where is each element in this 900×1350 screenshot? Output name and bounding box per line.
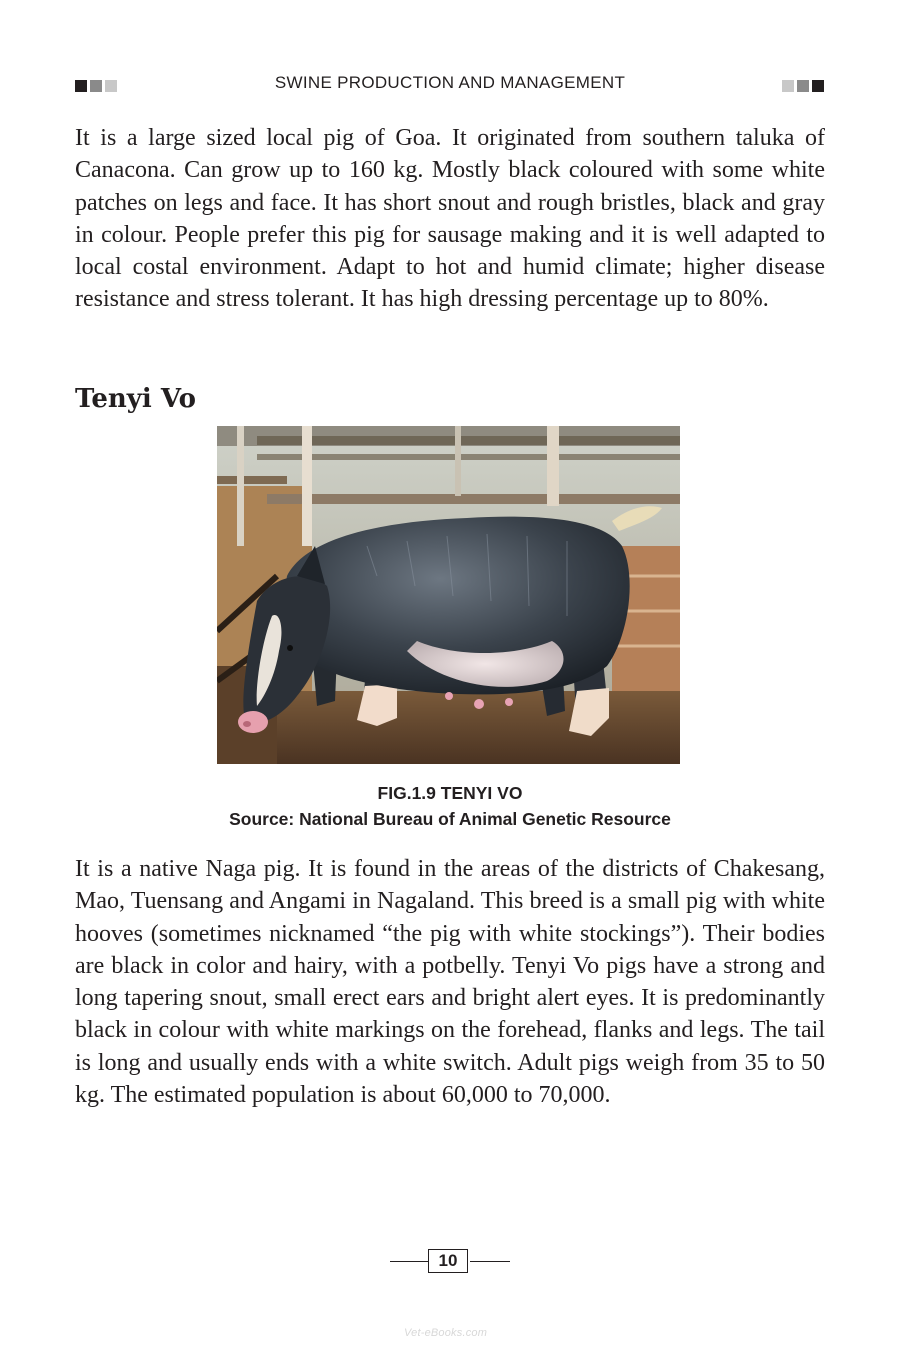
figure-caption-source: Source: National Bureau of Animal Genetic Resource	[229, 809, 671, 829]
header-mark-square	[812, 80, 824, 92]
watermark-text: Vet-eBooks.com	[404, 1327, 488, 1339]
header-mark-square	[782, 80, 794, 92]
body-paragraph-goa-pig: It is a large sized local pig of Goa. It originated from southern taluka of Canacona. Can grow up to 160 kg. Mostly black coloured with some white patches on legs and face. It has short snout and rough bristles, black and gray in colour. People prefer this pig for sausage making and it is well adapted to local costal environment. Adapt to hot and humid climate; higher disease resistance and stress tolerant. It has high dressing percentage up to 80%.	[75, 125, 825, 313]
running-header-title: SWINE PRODUCTION AND MANAGEMENT	[274, 73, 626, 92]
tenyi-vo-pig-photo	[217, 426, 680, 764]
page-number: 10	[428, 1249, 468, 1273]
section-heading: Tenyi Vo	[75, 384, 196, 414]
header-mark-square	[797, 80, 809, 92]
page-number-rule-right	[470, 1261, 510, 1262]
page-number-footer	[390, 1249, 510, 1275]
page-number-rule-left	[390, 1261, 428, 1262]
figure-caption	[0, 780, 900, 832]
figure-caption-title: FIG.1.9 TENYI VO	[377, 783, 523, 803]
header-decoration-right	[782, 80, 824, 92]
body-paragraph-tenyi-vo: It is a native Naga pig. It is found in the areas of the districts of Chakesang, Mao, Tuensang and Angami in Nagaland. This breed is a small pig with white hooves (sometimes nicknamed “the pig with white stockings”). Their bodies are black in color and hairy, with a potbelly. Tenyi Vo pigs have a strong and long tapering snout, small erect ears and bright alert eyes. It is predominantly black in colour with white markings on the forehead, flanks and legs. The tail is long and usually ends with a white switch. Adult pigs weigh from 35 to 50 kg. The estimated population is about 60,000 to 70,000.	[75, 856, 825, 1109]
